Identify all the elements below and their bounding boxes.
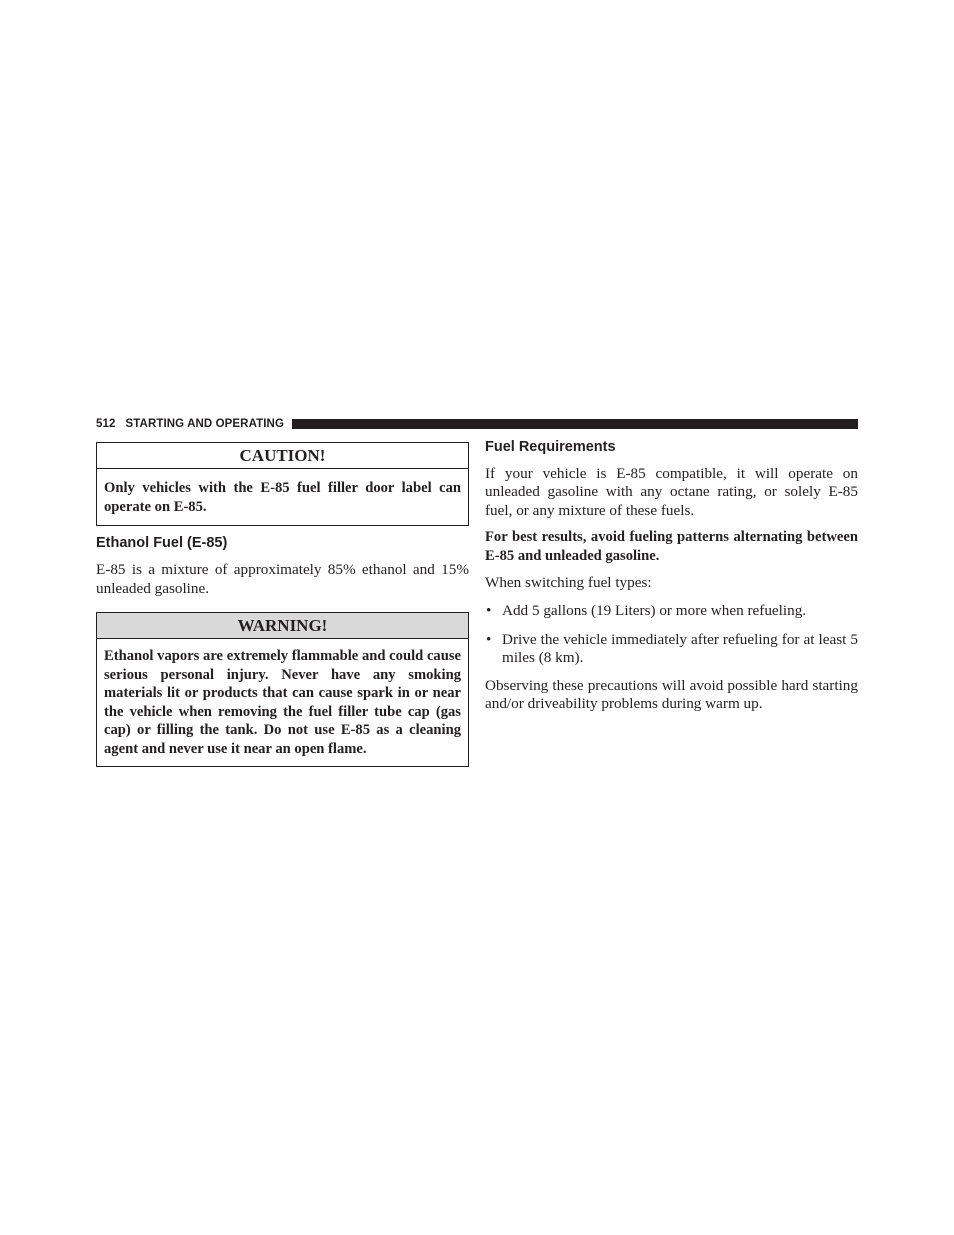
bullet-text: Add 5 gallons (19 Liters) or more when refueling.	[502, 602, 807, 620]
right-column	[485, 438, 858, 713]
caution-title: CAUTION!	[97, 443, 468, 469]
header-rule	[292, 419, 858, 429]
page-header	[96, 417, 858, 431]
compatibility-paragraph: If your vehicle is E-85 compatible, it will operate on unleaded gasoline with any octane rating, or solely E-85 fuel, or any mixture of these fuels.	[485, 465, 858, 519]
left-column	[96, 442, 469, 767]
caution-text: Only vehicles with the E-85 fuel filler door label can operate on E-85.	[104, 480, 461, 515]
caution-box	[96, 442, 469, 526]
section-title: STARTING AND OPERATING	[125, 418, 285, 430]
switching-bullet-list	[485, 602, 858, 667]
warning-text: Ethanol vapors are extremely flammable and could cause serious personal injury. Never have any smoking materials lit or products that can cause spark in or near the vehicle when removing the fuel filler tube cap (gas cap) or filling the tank. Do not use E-85 as a cleaning agent and never use it near an open flame.	[104, 648, 461, 757]
fuel-requirements-heading: Fuel Requirements	[485, 439, 616, 455]
ethanol-paragraph: E-85 is a mixture of approximately 85% ethanol and 15% unleaded gasoline.	[96, 561, 469, 597]
list-item	[485, 602, 858, 620]
bullet-icon: •	[486, 602, 492, 620]
precautions-paragraph: Observing these precautions will avoid possible hard starting and/or driveability problems during warm up.	[485, 676, 858, 713]
bullet-icon: •	[486, 630, 492, 648]
bullet-text: Drive the vehicle immediately after refueling for at least 5 miles (8 km).	[502, 630, 858, 667]
warning-box	[96, 612, 469, 767]
warning-title: WARNING!	[97, 613, 468, 639]
list-item	[485, 631, 858, 668]
best-results-paragraph: For best results, avoid fueling patterns alternating between E-85 and unleaded gasoline.	[485, 529, 858, 564]
switching-paragraph: When switching fuel types:	[485, 574, 652, 592]
ethanol-heading: Ethanol Fuel (E-85)	[96, 535, 228, 552]
page-number: 512	[96, 418, 116, 430]
